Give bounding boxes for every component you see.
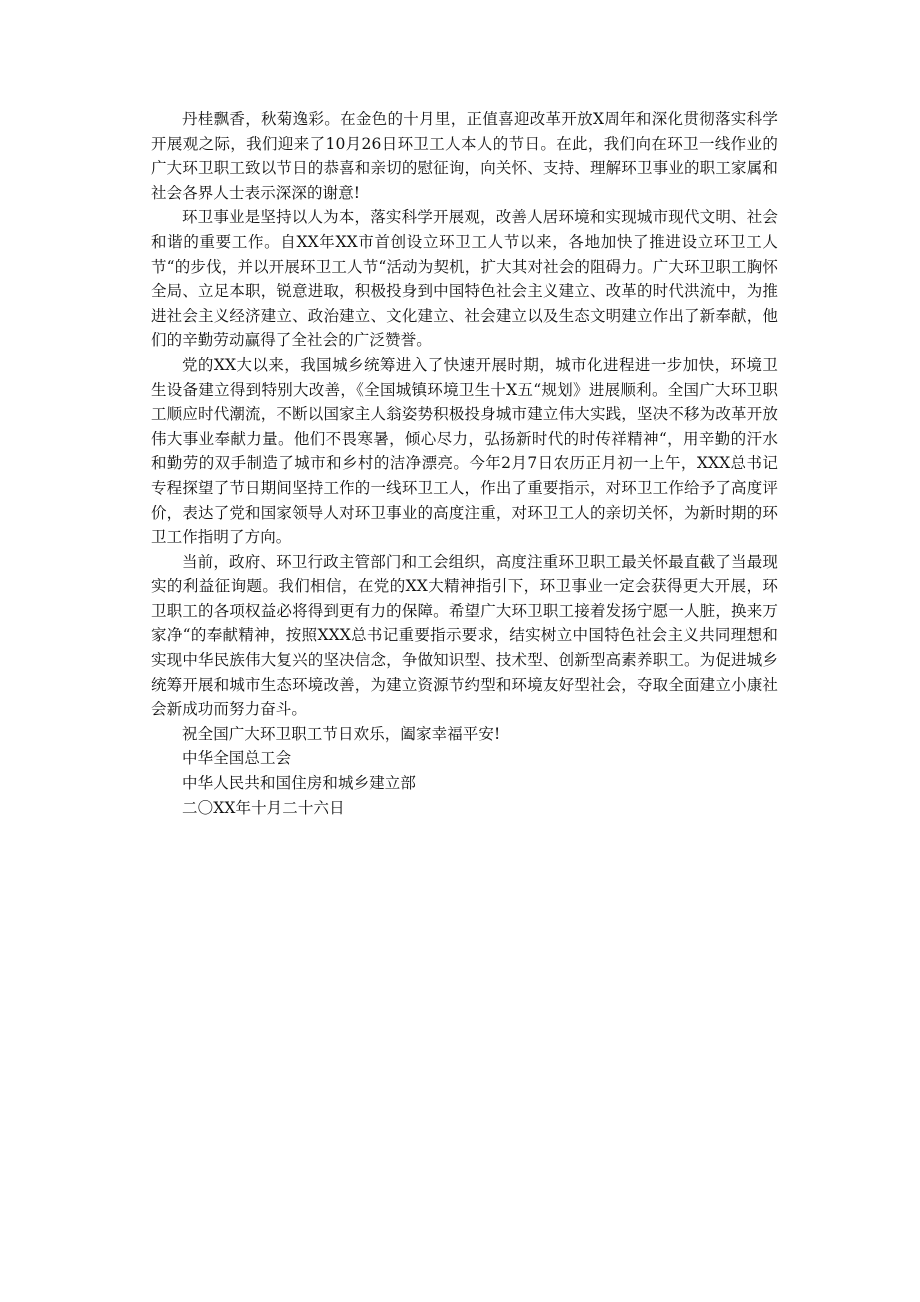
letter-date: 二〇XX年十月二十六日 [182,798,345,817]
signature-ministry: 中华人民共和国住房和城乡建立部 [182,774,417,793]
paragraph-2: 环卫事业是坚持以人为本，落实科学开展观，改善人居环境和实现城市现代文明、社会和谐的重要工作。自XX年XX市首创设立环卫工人节以来，各地加快了推进设立环卫工人节“的步伐，并以开展环卫工人节“活动为契机，扩大其对社会的阻碍力。广大环卫职工胸怀全局、立足本职，锐意进取，积极投身到中国特色社会主义建立、改革的时代洪流中，为推进社会主义经济建立、政治建立、文化建立、社会建立以及生态文明建立作出了新奉献，他们的辛勤劳动赢得了全社会的广泛赞誉。 [151,208,778,350]
paragraph-3: 党的XX大以来，我国城乡统筹进入了快速开展时期，城市化进程进一步加快，环境卫生设备建立得到特别大改善，《全国城镇环境卫生十X五“规划》进展顺利。全国广大环卫职工顺应时代潮流，不断以国家主人翁姿势积极投身城市建立伟大实践，坚决不移为改革开放伟大事业奉献力量。他们不畏寒暑，倾心尽力，弘扬新时代的时传祥精神“，用辛勤的汗水和勤劳的双手制造了城市和乡村的洁净漂亮。今年2月7日农历正月初一上午，XXX总书记专程探望了节日期间坚持工作的一线环卫工人，作出了重要指示，对环卫工作给予了高度评价，表达了党和国家领导人对环卫事业的高度注重，对环卫工人的亲切关怀，为新时期的环卫工作指明了方向。 [151,355,778,547]
paragraph-4: 当前，政府、环卫行政主管部门和工会组织，高度注重环卫职工最关怀最直截了当最现实的利益征询题。我们相信，在党的XX大精神指引下，环卫事业一定会获得更大开展，环卫职工的各项权益必将得到更有力的保障。希望广大环卫职工接着发扬宁愿一人脏，换来万家净“的奉献精神，按照XXX总书记重要指示要求，结实树立中国特色社会主义共同理想和实现中华民族伟大复兴的坚决信念，争做知识型、技术型、创新型高素养职工。为促进城乡统筹开展和城市生态环境改善，为建立资源节约型和环境友好型社会，夺取全面建立小康社会新成功而努力奋斗。 [151,552,778,719]
letter-body [151,107,778,820]
closing-line: 祝全国广大环卫职工节日欢乐，阖家幸福平安! [182,724,501,743]
signature-union: 中华全国总工会 [182,749,292,768]
paragraph-1: 丹桂飘香，秋菊逸彩。在金色的十月里，正值喜迎改革开放X周年和深化贯彻落实科学开展观之际，我们迎来了10月26日环卫工人本人的节日。在此，我们向在环卫一线作业的广大环卫职工致以节日的恭喜和亲切的慰征询，向关怀、支持、理解环卫事业的职工家属和社会各界人士表示深深的谢意! [151,110,778,202]
